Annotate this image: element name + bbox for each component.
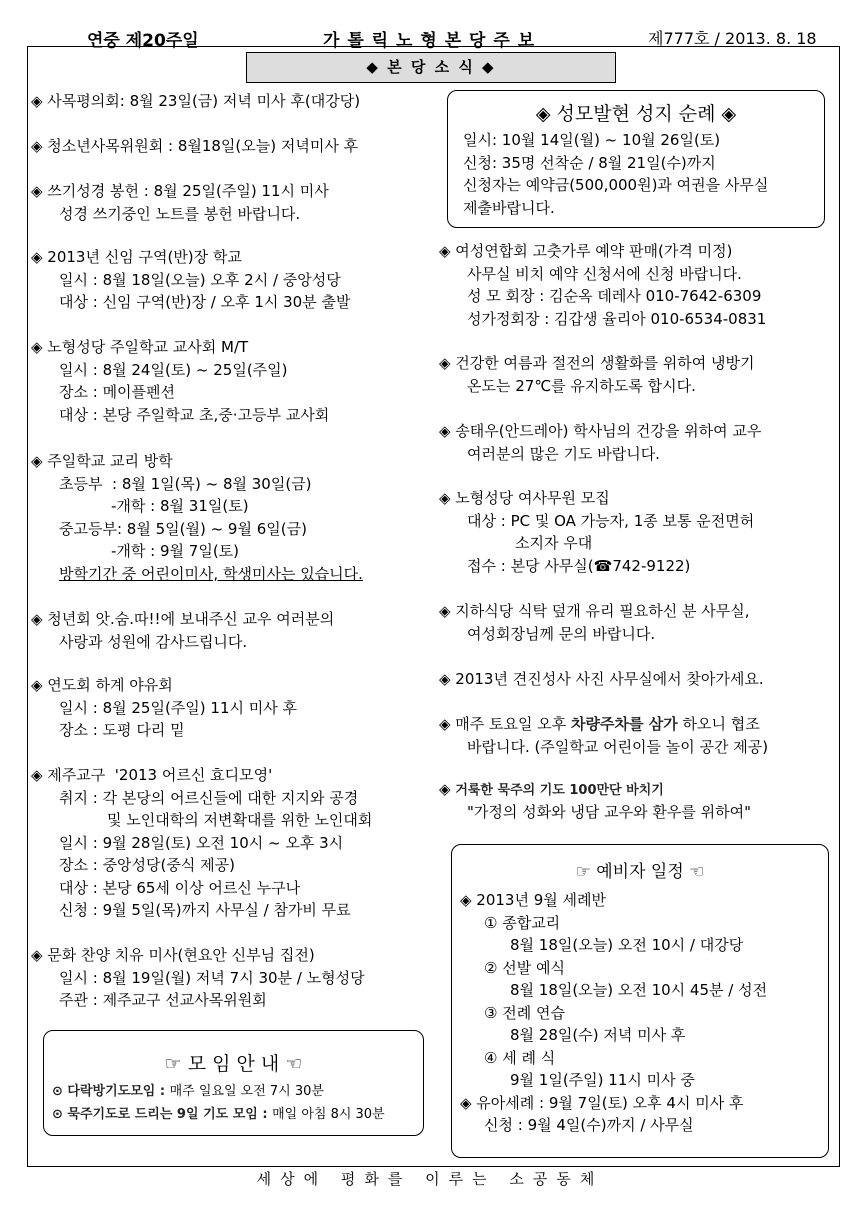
notice-line: -개학 : 9월 7일(토)	[111, 542, 240, 560]
notice-line: 일시 : 9월 28일(토) 오전 10시 ~ 오후 3시	[59, 833, 344, 852]
pilgrimage-line: 신청자는 예약금(500,000원)과 여권을 사무실	[463, 176, 769, 194]
notice-line: "가정의 성화와 냉담 교우와 환우를 위하여"	[467, 802, 751, 821]
notice-line: ◈ 청년회 앗.숨.따!!에 보내주신 교우 여러분의	[31, 610, 335, 628]
notice-text: 하오니 협조	[677, 715, 760, 733]
notice-line: 여성회장님께 문의 바랍니다.	[467, 624, 656, 643]
notice-line: 사랑과 성원에 감사드립니다.	[59, 632, 248, 651]
notice-healing-mass	[31, 944, 365, 1012]
schedule-line: 8월 28일(수) 저녁 미사 후	[510, 1026, 686, 1044]
schedule-details	[460, 889, 767, 1137]
meeting-item-value: 매일 아침 8시 30분	[272, 1107, 385, 1122]
notice-line: 장소 : 중앙성당(중식 제공)	[59, 856, 235, 874]
notice-text: ◈	[439, 780, 456, 798]
schedule-line: ② 선발 예식	[484, 958, 565, 977]
pilgrimage-box	[447, 90, 825, 228]
notice-youth-thanks	[31, 608, 334, 653]
notice-pastoral-council	[31, 90, 360, 113]
meeting-box	[43, 1030, 424, 1136]
schedule-line: 8월 18일(오늘) 오전 10시 / 대강당	[510, 936, 744, 954]
notice-rosary	[439, 778, 751, 823]
notice-emphasis: 거룩한 묵주의 기도 100만단 바치기	[455, 783, 664, 798]
notice-line: 성경 쓰기중인 노트를 봉헌 바랍니다.	[59, 204, 301, 223]
pilgrimage-line: 신청: 35명 선착순 / 8월 21일(수)까지	[463, 153, 716, 172]
notice-parking	[439, 713, 768, 758]
notice-leader-school	[31, 246, 350, 314]
notice-school-vacation	[31, 450, 363, 585]
pilgrimage-line: 제출바랍니다.	[463, 198, 555, 217]
notice-line: ◈ 2013년 견진성사 사진 사무실에서 찾아가세요.	[439, 670, 764, 688]
meeting-item-label: ⊙ 묵주기도로 드리는 9일 기도 모임 :	[52, 1107, 273, 1122]
notice-line: 여러분의 많은 기도 바랍니다.	[467, 444, 660, 463]
notice-youth-committee	[31, 135, 358, 158]
notice-glass-cover	[439, 600, 750, 645]
notice-line: 장소 : 메이플펜션	[59, 383, 176, 401]
schedule-line: ③ 전례 연습	[484, 1003, 565, 1022]
notice-line: 및 노인대학의 저변확대를 위한 노인대회	[107, 811, 373, 829]
notice-line: 온도는 27℃를 유지하도록 합시다.	[467, 376, 696, 395]
schedule-title: ☞ 예비자 일정 ☜	[575, 862, 705, 882]
notice-line: ◈ 사목평의회: 8월 23일(금) 저녁 미사 후(대강당)	[31, 92, 361, 110]
pilgrimage-line: 일시: 10월 14일(월) ~ 10월 26일(토)	[463, 131, 721, 149]
notice-line: 대상 : PC 및 OA 가능자, 1종 보통 운전면허	[467, 511, 755, 530]
notice-prayer-request	[439, 420, 761, 465]
notice-line: 성 모 회장 : 김순옥 데레사 010-7642-6309	[467, 287, 762, 305]
notice-line: ◈ 여성연합회 고춧가루 예약 판매(가격 미정)	[439, 242, 733, 260]
notice-confirmation-photos	[439, 668, 764, 691]
notice-line: ◈ 노형성당 여사무원 모집	[439, 489, 610, 507]
notice-line: 초등부 : 8월 1일(목) ~ 8월 30일(금)	[59, 474, 312, 493]
notice-line: ◈ 주일학교 교리 방학	[31, 452, 173, 470]
section-banner: ◆ 본 당 소 식 ◆	[246, 52, 616, 83]
notice-line: 일시 : 8월 25일(주일) 11시 미사 후	[59, 698, 297, 717]
notice-line: ◈ 송태우(안드레아) 학사님의 건강을 위하여 교우	[439, 422, 762, 440]
notice-line: 장소 : 도평 다리 밑	[59, 721, 185, 739]
schedule-line: 8월 18일(오늘) 오전 10시 45분 / 성전	[510, 981, 768, 999]
notice-line: 중고등부: 8월 5일(월) ~ 9월 6일(금)	[59, 519, 307, 538]
notice-line: ◈ 2013년 신임 구역(반)장 학교	[31, 248, 242, 266]
schedule-line: ◈ 유아세례 : 9월 7일(토) 오후 4시 미사 후	[460, 1093, 744, 1112]
pilgrimage-details	[463, 129, 768, 219]
notice-line: ◈ 노형성당 주일학교 교사회 M/T	[31, 338, 249, 356]
notice-teacher-mt	[31, 336, 329, 426]
notice-line: 신청 : 9월 5일(목)까지 사무실 / 참가비 무료	[59, 901, 351, 919]
notice-line: 바랍니다. (주일학교 어린이들 놀이 공간 제공)	[467, 737, 769, 756]
notice-bible-writing	[31, 180, 329, 225]
schedule-line: 신청 : 9월 4일(수)까지 / 사무실	[484, 1116, 694, 1134]
notice-job-posting	[439, 487, 754, 577]
notice-line: 주관 : 제주교구 선교사목위원회	[59, 991, 267, 1009]
notice-line: 일시 : 8월 19일(월) 저녁 7시 30분 / 노형성당	[59, 968, 365, 987]
schedule-line: ④ 세 례 식	[484, 1048, 556, 1067]
notice-line: 대상 : 본당 65세 이상 어르신 누구나	[59, 878, 301, 897]
week-label: 연중 제20주일	[87, 31, 199, 51]
catechumen-schedule-box	[451, 844, 829, 1158]
meeting-item	[52, 1080, 324, 1099]
notice-line: ◈ 건강한 여름과 절전의 생활화를 위하여 냉방기	[439, 354, 755, 372]
notice-line: 대상 : 신임 구역(반)장 / 오후 1시 30분 출발	[59, 293, 351, 311]
notice-line: 접수 : 본당 사무실(☎742-9122)	[467, 556, 691, 575]
notice-line: ◈ 연도회 하계 야유회	[31, 676, 173, 694]
notice-line: 사무실 비치 예약 신청서에 신청 바랍니다.	[467, 264, 742, 283]
meeting-title: ☞ 모 임 안 내 ☜	[164, 1053, 303, 1075]
notice-line: 방학기간 중 어린이미사, 학생미사는 있습니다.	[59, 564, 363, 583]
notice-elderly-event	[31, 764, 372, 922]
notice-line: ◈ 쓰기성경 봉헌 : 8월 25일(주일) 11시 미사	[31, 182, 329, 200]
notice-text: ◈ 매주 토요일 오후	[439, 715, 572, 733]
notice-line: ◈ 지하식당 식탁 덮개 유리 필요하신 분 사무실,	[439, 602, 750, 620]
issue-number: 제777호 / 2013. 8. 18	[648, 29, 817, 48]
notice-red-pepper	[439, 240, 766, 330]
meeting-item-label: ⊙ 다락방기도모임 :	[52, 1084, 170, 1099]
notice-line: 취지 : 각 본당의 어르신들에 대한 지지와 공경	[59, 788, 359, 807]
notice-line: -개학 : 8월 31일(토)	[111, 497, 249, 515]
notice-line: ◈ 문화 찬양 치유 미사(현요안 신부님 집전)	[31, 946, 315, 964]
schedule-line: ◈ 2013년 9월 세례반	[460, 891, 607, 909]
schedule-line: ① 종합교리	[484, 913, 561, 932]
bulletin-title: 가 톨 릭 노 형 본 당 주 보	[323, 31, 536, 51]
notice-line: 성가정회장 : 김갑생 율리아 010-6534-0831	[467, 309, 767, 328]
notice-line: ◈ 제주교구 '2013 어르신 효디모영'	[31, 766, 273, 784]
notice-line: ◈ 청소년사목위원회 : 8월18일(오늘) 저녁미사 후	[31, 137, 359, 155]
notice-line: 대상 : 본당 주일학교 초,중·고등부 교사회	[59, 405, 330, 424]
notice-emphasis: 차량주차를 삼가	[571, 715, 678, 733]
notice-line: 일시 : 8월 18일(오늘) 오후 2시 / 중앙성당	[59, 270, 341, 289]
notice-line: 일시 : 8월 24일(토) ~ 25일(주일)	[59, 360, 288, 379]
notice-summer-picnic	[31, 674, 297, 742]
footer-motto: 세상에 평화를 이루는 소공동체	[256, 1170, 604, 1188]
notice-energy-saving	[439, 352, 754, 397]
meeting-item	[52, 1103, 385, 1122]
notice-line: 소지자 우대	[515, 534, 593, 552]
meeting-item-value: 매주 일요일 오전 7시 30분	[169, 1084, 324, 1099]
pilgrimage-title: ◈ 성모발현 성지 순례 ◈	[535, 103, 737, 125]
schedule-line: 9월 1일(주일) 11시 미사 중	[510, 1071, 695, 1089]
